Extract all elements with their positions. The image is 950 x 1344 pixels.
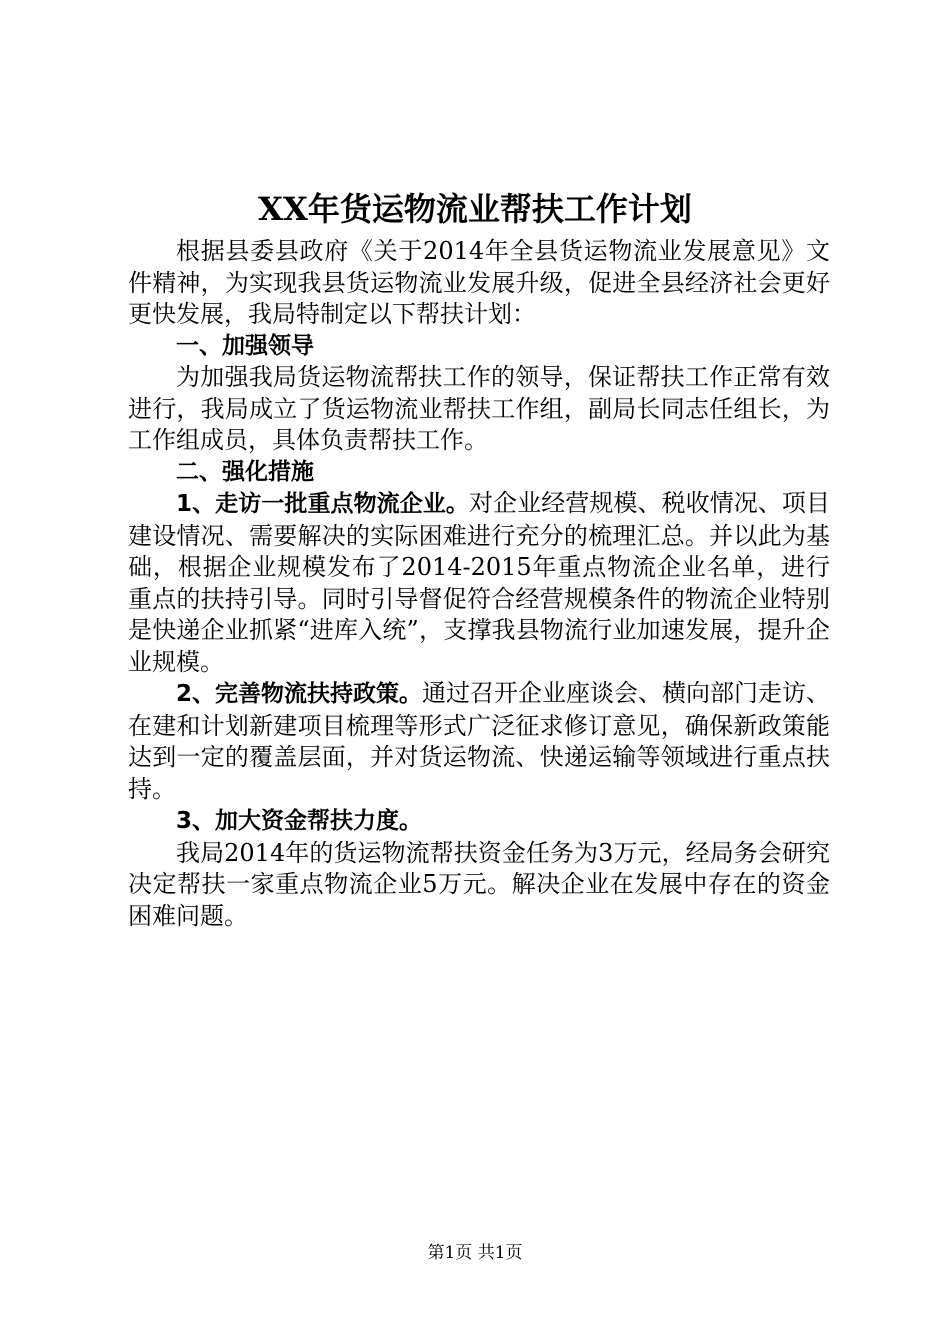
item-1-lead: 1、走访一批重点物流企业。 (176, 491, 469, 517)
intro-paragraph: 根据县委县政府《关于2014年全县货运物流业发展意见》文件精神，为实现我县货运物流业发展升级，促进全县经济社会更好更快发展，我局特制定以下帮扶计划： (128, 237, 830, 328)
section-2-item-2 (128, 678, 830, 805)
document-body (128, 236, 830, 932)
section-2-item-3-heading (128, 805, 830, 838)
section-2-heading: 二、强化措施 (176, 458, 314, 485)
section-2-item-1 (128, 488, 830, 678)
item-3-lead: 3、加大资金帮扶力度。 (176, 808, 423, 834)
section-1-paragraph: 为加强我局货运物流帮扶工作的领导，保证帮扶工作正常有效进行，我局成立了货运物流业帮扶工作组，副局长同志任组长，为工作组成员，具体负责帮扶工作。 (128, 363, 830, 454)
item-2-text: 通过召开企业座谈会、横向部门走访、在建和计划新建项目梳理等形式广泛征求修订意见，确保新政策能达到一定的覆盖层面，并对货运物流、快递运输等领域进行重点扶持。 (128, 679, 831, 803)
item-2-lead: 2、完善物流扶持政策。 (176, 681, 423, 707)
section-2-item-3-paragraph: 我局2014年的货运物流帮扶资金任务为3万元，经局务会研究决定帮扶一家重点物流企业5万元。解决企业在发展中存在的资金困难问题。 (128, 838, 830, 930)
page-footer: 第1页 共1页 (427, 1243, 523, 1263)
item-1-text: 对企业经营规模、税收情况、项目建设情况、需要解决的实际困难进行充分的梳理汇总。并以此为基础，根据企业规模发布了2014-2015年重点物流企业名单，进行重点的扶持引导。同时引导督促符合经营规模条件的物流企业特别是快递企业抓紧“进库入统”，支撑我县物流行业加速发展，提升企业规模。 (128, 489, 830, 676)
document-title: XX年货运物流业帮扶工作计划 (258, 190, 692, 228)
section-1-heading: 一、加强领导 (176, 332, 314, 359)
